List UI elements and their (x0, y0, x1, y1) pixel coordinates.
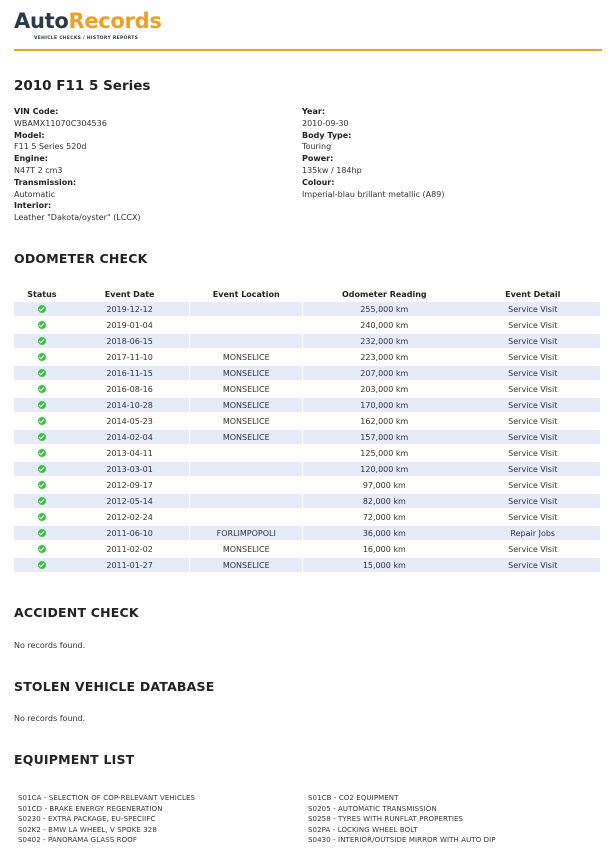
status-cell (14, 558, 70, 574)
odometer-reading-cell: 207,000 km (303, 366, 465, 382)
table-row (14, 414, 600, 430)
odometer-reading-cell: 16,000 km (303, 542, 465, 558)
equipment-item: S0402 - PANORAMA GLASS ROOF (18, 836, 137, 845)
event-detail-cell: Service Visit (466, 366, 601, 382)
spec-value: Automatic (14, 189, 56, 199)
event-location-cell (189, 478, 303, 494)
column-header-location: Event Location (212, 289, 280, 299)
odometer-reading-cell: 203,000 km (303, 382, 465, 398)
event-detail-cell: Service Visit (466, 478, 601, 494)
equipment-item: S01CB - CO2 EQUIPMENT (308, 794, 399, 802)
spec-value: Imperial-blau brillant metallic (A89) (302, 189, 445, 199)
event-detail-cell: Service Visit (466, 462, 601, 478)
spec-value: 135kw / 184hp (302, 165, 362, 175)
event-detail-cell: Service Visit (466, 350, 601, 366)
header (0, 0, 616, 52)
status-cell (14, 526, 70, 542)
odometer-heading: ODOMETER CHECK (14, 251, 148, 266)
event-location-cell: MONSELICE (189, 350, 303, 366)
event-location-cell: MONSELICE (189, 366, 303, 382)
check-circle-icon (38, 337, 46, 345)
odometer-reading-cell: 36,000 km (303, 526, 465, 542)
check-circle-icon (38, 545, 46, 553)
status-cell (14, 366, 70, 382)
event-location-cell (189, 334, 303, 350)
status-cell (14, 350, 70, 366)
event-date-cell: 2016-08-16 (70, 382, 190, 398)
check-circle-icon (38, 353, 46, 361)
event-date-cell: 2012-02-24 (70, 510, 190, 526)
event-date-cell: 2017-11-10 (70, 350, 190, 366)
table-row (14, 302, 600, 318)
event-detail-cell: Service Visit (466, 318, 601, 334)
equipment-heading: EQUIPMENT LIST (14, 752, 135, 767)
brand-logo[interactable] (14, 9, 162, 33)
status-cell (14, 494, 70, 510)
event-date-cell: 2014-02-04 (70, 430, 190, 446)
event-date-cell: 2012-09-17 (70, 478, 190, 494)
odometer-reading-cell: 82,000 km (303, 494, 465, 510)
status-cell (14, 542, 70, 558)
spec-label: Body Type: (302, 130, 352, 140)
check-circle-icon (38, 561, 46, 569)
status-cell (14, 446, 70, 462)
odometer-reading-cell: 162,000 km (303, 414, 465, 430)
accident-heading: ACCIDENT CHECK (14, 605, 139, 620)
spec-value: WBAMX11070C304536 (14, 118, 107, 128)
event-detail-cell: Service Visit (466, 398, 601, 414)
spec-label: Year: (302, 107, 326, 116)
status-cell (14, 382, 70, 398)
status-cell (14, 430, 70, 446)
table-row (14, 494, 600, 510)
event-location-cell (189, 318, 303, 334)
table-row (14, 398, 600, 414)
check-circle-icon (38, 321, 46, 329)
event-detail-cell: Service Visit (466, 510, 601, 526)
event-location-cell (189, 302, 303, 318)
status-cell (14, 398, 70, 414)
spec-value: 2010-09-30 (302, 118, 349, 128)
vehicle-specs-left (14, 106, 284, 224)
table-header-row (14, 286, 600, 302)
event-date-cell: 2016-11-15 (70, 366, 190, 382)
stolen-result: No records found. (14, 714, 86, 723)
check-circle-icon (38, 385, 46, 393)
event-detail-cell: Repair Jobs (466, 526, 601, 542)
event-location-cell: FORLIMPOPOLI (189, 526, 303, 542)
odometer-reading-cell: 255,000 km (303, 302, 465, 318)
equipment-list-left (18, 793, 303, 846)
brand-tagline: VEHICLE CHECKS / HISTORY REPORTS (34, 36, 139, 41)
event-date-cell: 2011-06-10 (70, 526, 190, 542)
equipment-item: S01CA - SELECTION OF COP-RELEVANT VEHICLES (18, 794, 196, 802)
event-date-cell: 2013-03-01 (70, 462, 190, 478)
spec-label: Power: (302, 154, 334, 164)
event-date-cell: 2014-05-23 (70, 414, 190, 430)
table-row (14, 462, 600, 478)
odometer-reading-cell: 125,000 km (303, 446, 465, 462)
odometer-reading-cell: 97,000 km (303, 478, 465, 494)
table-row (14, 334, 600, 350)
spec-label: Colour: (302, 177, 335, 187)
check-circle-icon (38, 369, 46, 377)
event-detail-cell: Service Visit (466, 334, 601, 350)
odometer-reading-cell: 157,000 km (303, 430, 465, 446)
odometer-reading-cell: 120,000 km (303, 462, 465, 478)
column-header-reading: Odometer Reading (341, 289, 427, 299)
equipment-list-right (308, 793, 608, 846)
column-header-status: Status (27, 289, 57, 299)
status-cell (14, 334, 70, 350)
check-circle-icon (38, 481, 46, 489)
status-cell (14, 478, 70, 494)
table-row (14, 526, 600, 542)
table-row (14, 350, 600, 366)
event-date-cell: 2018-06-15 (70, 334, 190, 350)
spec-value: Touring (302, 142, 332, 152)
odometer-reading-cell: 170,000 km (303, 398, 465, 414)
equipment-item: S0230 - EXTRA PACKAGE, EU-SPECIIFC (18, 815, 156, 824)
event-detail-cell: Service Visit (466, 414, 601, 430)
check-circle-icon (38, 401, 46, 409)
event-location-cell (189, 494, 303, 510)
spec-value: F11 5 Series 520d (14, 142, 87, 152)
table-row (14, 446, 600, 462)
equipment-item: S0258 - TYRES WITH RUNFLAT PROPERTIES (308, 815, 464, 824)
brand-name-part2: Records (68, 9, 162, 33)
stolen-heading: STOLEN VEHICLE DATABASE (14, 679, 215, 694)
status-cell (14, 414, 70, 430)
column-header-detail: Event Detail (505, 289, 561, 299)
table-row (14, 318, 600, 334)
spec-label: Engine: (14, 154, 48, 164)
table-row (14, 510, 600, 526)
spec-label: Interior: (14, 201, 52, 211)
odometer-table (14, 286, 600, 574)
vehicle-specs-right (302, 106, 602, 200)
event-date-cell: 2011-01-27 (70, 558, 190, 574)
status-cell (14, 462, 70, 478)
odometer-reading-cell: 232,000 km (303, 334, 465, 350)
equipment-item: S0430 - INTERIOR/OUTSIDE MIRROR WITH AUTO DIP (308, 836, 496, 845)
event-detail-cell: Service Visit (466, 382, 601, 398)
event-detail-cell: Service Visit (466, 302, 601, 318)
table-row (14, 558, 600, 574)
spec-label: Model: (14, 130, 45, 140)
check-circle-icon (38, 305, 46, 313)
spec-value: N47T 2 cm3 (14, 165, 63, 175)
equipment-item: S0205 - AUTOMATIC TRANSMISSION (308, 804, 437, 813)
check-circle-icon (38, 433, 46, 441)
event-date-cell: 2019-12-12 (70, 302, 190, 318)
odometer-reading-cell: 72,000 km (303, 510, 465, 526)
event-detail-cell: Service Visit (466, 542, 601, 558)
event-location-cell: MONSELICE (189, 558, 303, 574)
event-location-cell (189, 510, 303, 526)
event-date-cell: 2019-01-04 (70, 318, 190, 334)
spec-label: VIN Code: (14, 107, 59, 116)
table-row (14, 366, 600, 382)
vehicle-title: 2010 F11 5 Series (14, 78, 151, 94)
status-cell (14, 302, 70, 318)
table-row (14, 478, 600, 494)
equipment-item: S02K2 - BMW LA WHEEL, V SPOKE 328 (18, 825, 157, 834)
table-row (14, 430, 600, 446)
event-date-cell: 2014-10-28 (70, 398, 190, 414)
odometer-table-body (14, 302, 600, 574)
odometer-reading-cell: 240,000 km (303, 318, 465, 334)
check-circle-icon (38, 497, 46, 505)
event-location-cell: MONSELICE (189, 430, 303, 446)
table-row (14, 382, 600, 398)
event-location-cell: MONSELICE (189, 414, 303, 430)
table-row (14, 542, 600, 558)
status-cell (14, 510, 70, 526)
accident-result: No records found. (14, 641, 86, 650)
event-date-cell: 2013-04-11 (70, 446, 190, 462)
header-divider (14, 49, 602, 51)
spec-label: Transmission: (14, 177, 77, 187)
event-location-cell (189, 462, 303, 478)
check-circle-icon (38, 529, 46, 537)
event-location-cell: MONSELICE (189, 542, 303, 558)
event-detail-cell: Service Visit (466, 494, 601, 510)
odometer-reading-cell: 15,000 km (303, 558, 465, 574)
column-header-date: Event Date (104, 289, 155, 299)
brand-name-part1: Auto (14, 9, 69, 33)
event-location-cell: MONSELICE (189, 398, 303, 414)
event-detail-cell: Service Visit (466, 430, 601, 446)
event-date-cell: 2011-02-02 (70, 542, 190, 558)
event-detail-cell: Service Visit (466, 558, 601, 574)
status-cell (14, 318, 70, 334)
odometer-reading-cell: 223,000 km (303, 350, 465, 366)
equipment-item: S01CD - BRAKE ENERGY REGENERATION (18, 804, 163, 813)
check-circle-icon (38, 449, 46, 457)
check-circle-icon (38, 417, 46, 425)
check-circle-icon (38, 465, 46, 473)
event-date-cell: 2012-05-14 (70, 494, 190, 510)
spec-value: Leather "Dakota/oyster" (LCCX) (14, 213, 141, 223)
check-circle-icon (38, 513, 46, 521)
event-location-cell (189, 446, 303, 462)
equipment-item: S02PA - LOCKING WHEEL BOLT (308, 825, 418, 834)
event-detail-cell: Service Visit (466, 446, 601, 462)
event-location-cell: MONSELICE (189, 382, 303, 398)
